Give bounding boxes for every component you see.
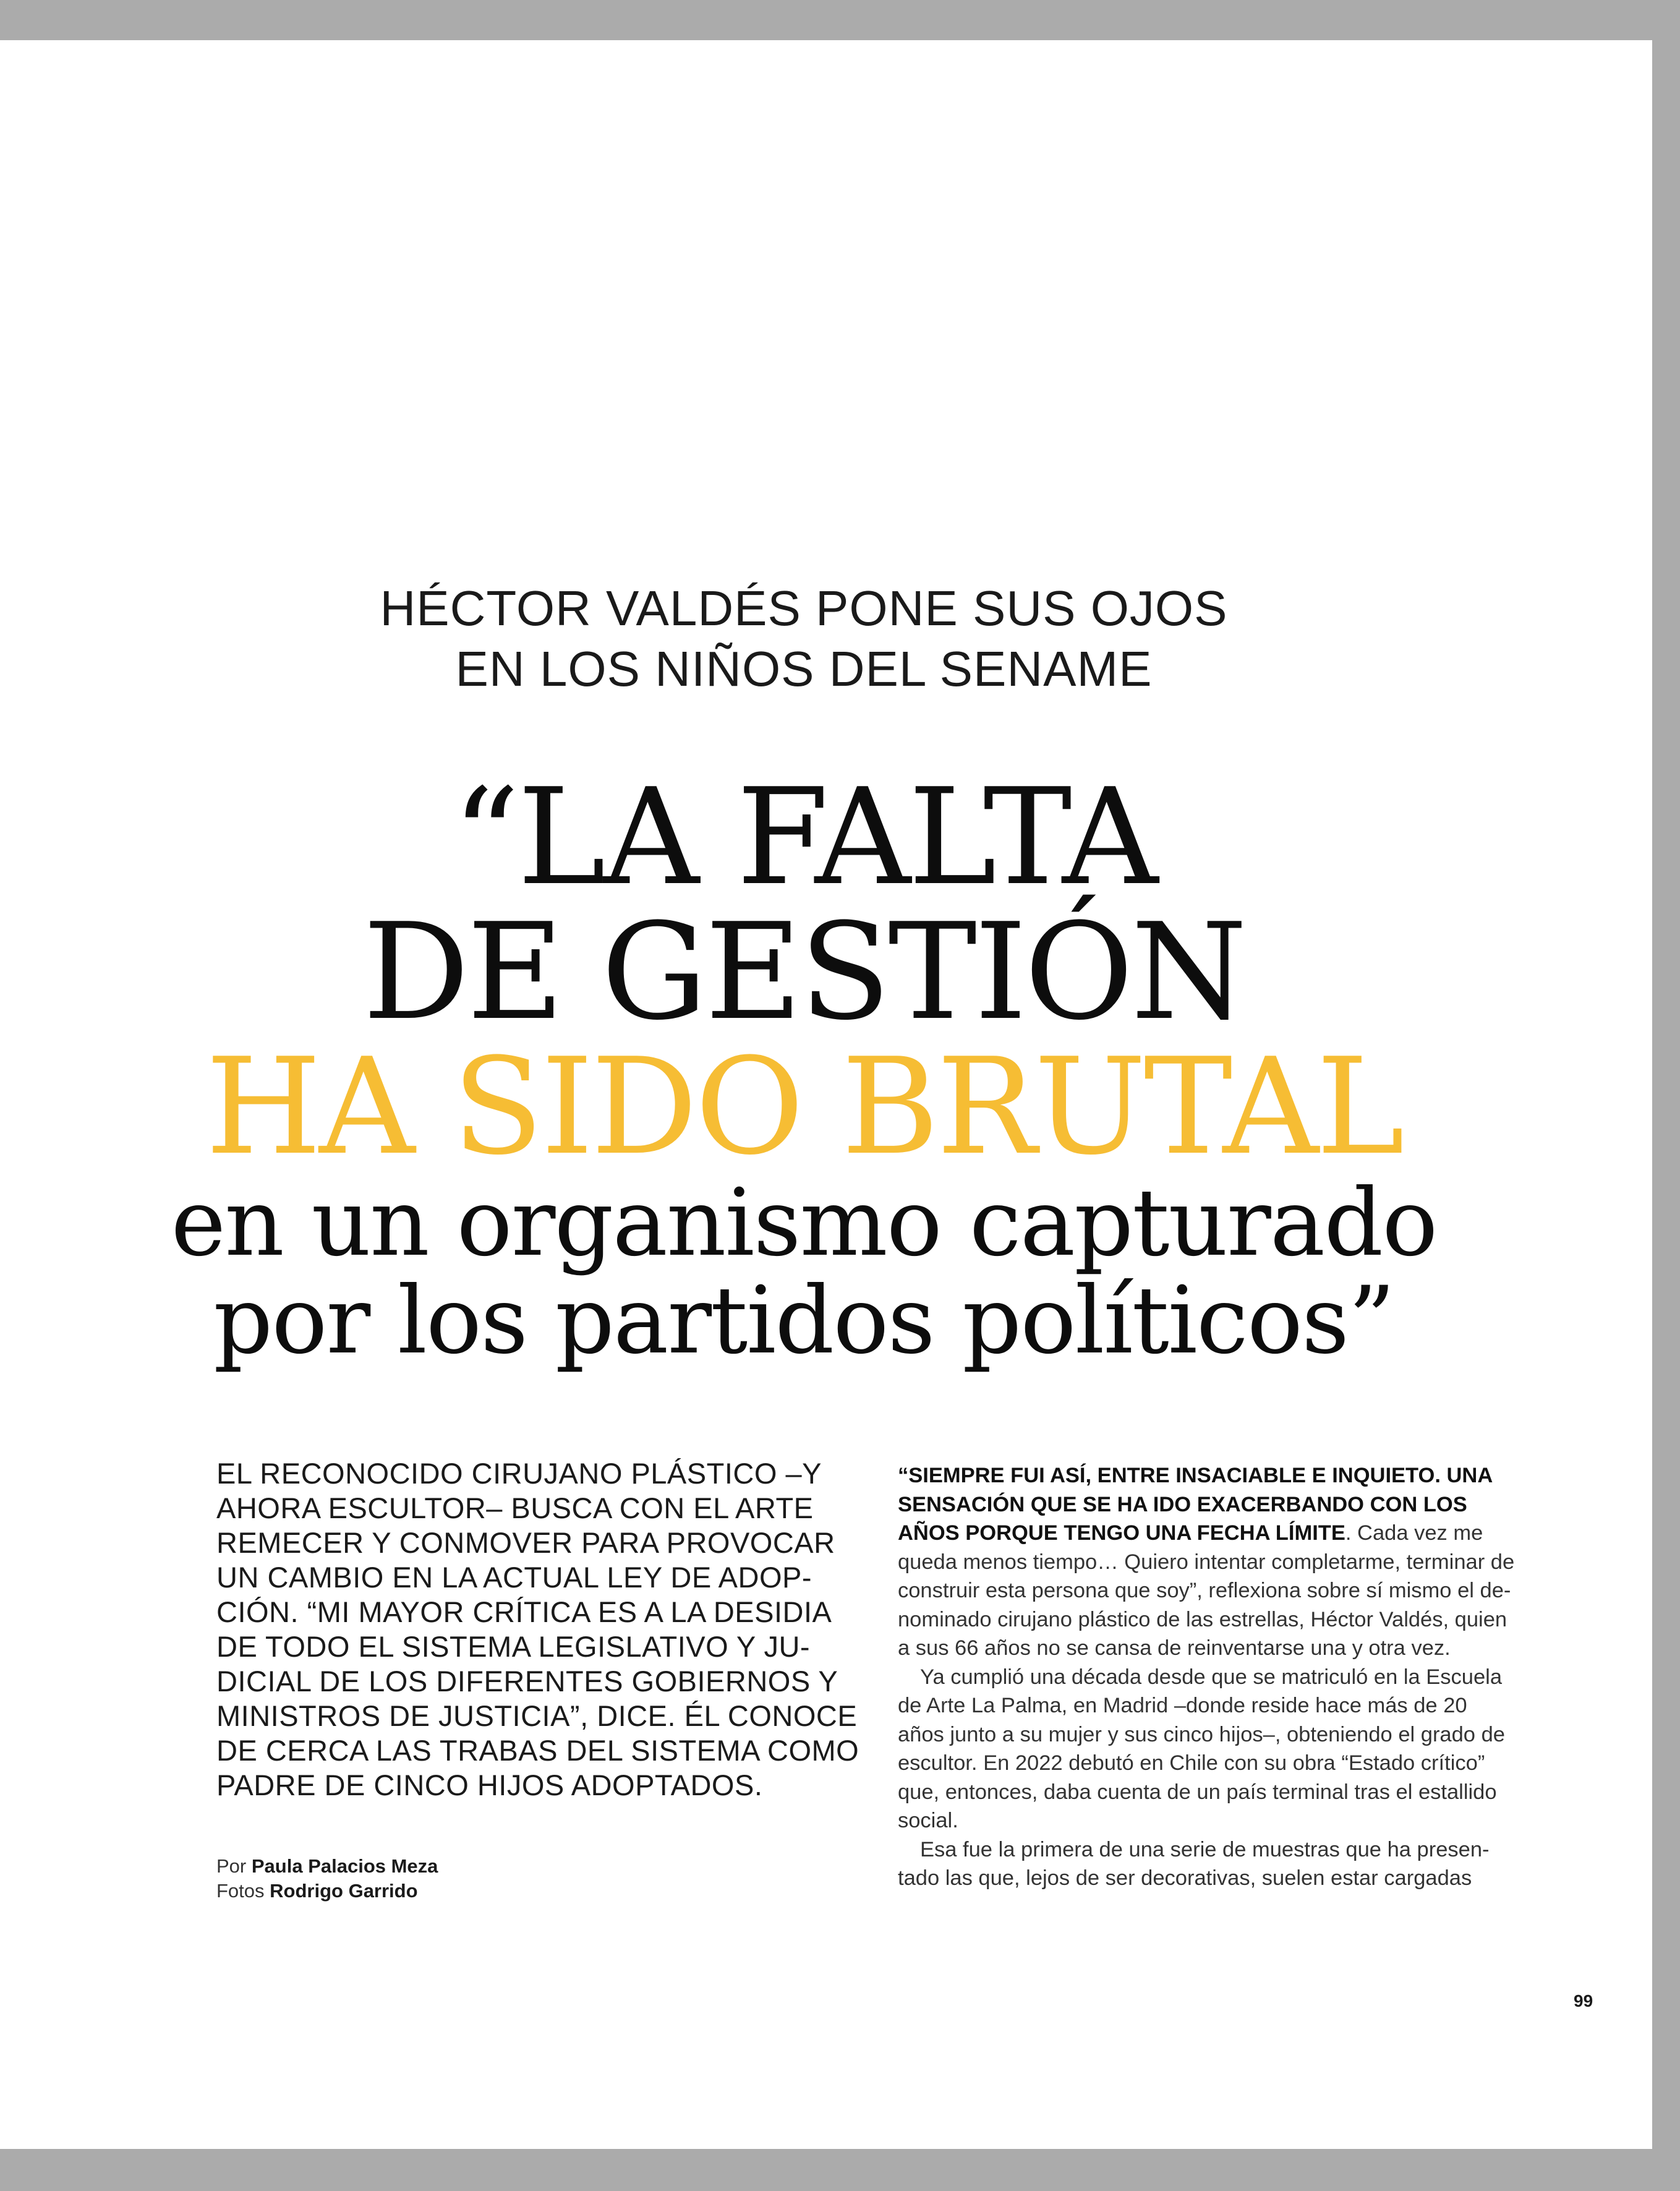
body-line: tado las que, lejos de ser decorativas, suelen estar cargadas: [898, 1866, 1472, 1890]
body-line: queda menos tiempo… Quiero intentar completarme, terminar de: [898, 1550, 1515, 1574]
body-line: Ya cumplió una década desde que se matriculó en la Escuela: [920, 1665, 1503, 1689]
body-line: a sus 66 años no se cansa de reinventarse una y otra vez.: [898, 1636, 1451, 1660]
headline-line: DE GESTIÓN: [362, 894, 1245, 1049]
deck-line: CIÓN. “MI MAYOR CRÍTICA ES A LA DESIDIA: [216, 1595, 832, 1628]
deck-line: DE TODO EL SISTEMA LEGISLATIVO Y JU-: [216, 1630, 811, 1663]
body-line: Esa fue la primera de una serie de muestras que ha presen-: [920, 1837, 1490, 1861]
lead-rest: . Cada vez me: [1345, 1521, 1483, 1545]
author-prefix: Por: [216, 1855, 247, 1877]
body-line: de Arte La Palma, en Madrid –donde reside hace más de 20: [898, 1694, 1467, 1717]
body-line: construir esta persona que soy”, reflexiona sobre sí mismo el de-: [898, 1579, 1511, 1602]
photos-prefix: Fotos: [216, 1880, 265, 1902]
kicker-line: EN LOS NIÑOS DEL SENAME: [455, 641, 1153, 696]
headline-line: por los partidos políticos”: [213, 1267, 1394, 1375]
deck-line: MINISTROS DE JUSTICIA”, DICE. ÉL CONOCE: [216, 1699, 858, 1732]
body-line: escultor. En 2022 debutó en Chile con su obra “Estado crítico”: [898, 1751, 1485, 1775]
lead-line: [898, 1519, 1516, 1548]
headline-line: en un organismo capturado: [171, 1169, 1437, 1277]
body-line: que, entonces, daba cuenta de un país terminal tras el estallido: [898, 1780, 1497, 1804]
lead-line: SENSACIÓN QUE SE HA IDO EXACERBANDO CON LOS: [898, 1492, 1467, 1516]
magazine-page: [0, 40, 1652, 2149]
deck-line: EL RECONOCIDO CIRUJANO PLÁSTICO –Y: [216, 1457, 822, 1490]
credits: [216, 1854, 438, 1903]
headline-highlight: HA SIDO BRUTAL: [205, 1029, 1402, 1184]
body-line: social.: [898, 1809, 958, 1832]
headline-line: “LA FALTA: [451, 759, 1156, 915]
kicker-line: HÉCTOR VALDÉS PONE SUS OJOS: [380, 581, 1228, 636]
deck: [216, 1456, 859, 1803]
kicker: [0, 578, 1608, 699]
photo-credit: [216, 1879, 438, 1903]
deck-line: DE CERCA LAS TRABAS DEL SISTEMA COMO: [216, 1734, 859, 1767]
author-credit: [216, 1854, 438, 1879]
deck-line: REMECER Y CONMOVER PARA PROVOCAR: [216, 1526, 835, 1559]
body-line: años junto a su mujer y sus cinco hijos–, obteniendo el grado de: [898, 1722, 1505, 1746]
lead-line: “SIEMPRE FUI ASÍ, ENTRE INSACIABLE E INQUIETO. UNA: [898, 1464, 1493, 1487]
body-line: nominado cirujano plástico de las estrellas, Héctor Valdés, quien: [898, 1607, 1507, 1631]
body-column: [898, 1461, 1516, 1893]
deck-line: AHORA ESCULTOR– BUSCA CON EL ARTE: [216, 1492, 814, 1524]
author-name: Paula Palacios Meza: [251, 1855, 438, 1877]
headline: [0, 759, 1608, 1375]
page-number: 99: [1574, 1991, 1593, 2010]
deck-line: DICIAL DE LOS DIFERENTES GOBIERNOS Y: [216, 1665, 838, 1698]
deck-line: PADRE DE CINCO HIJOS ADOPTADOS.: [216, 1769, 763, 1801]
photographer-name: Rodrigo Garrido: [270, 1880, 418, 1902]
deck-line: UN CAMBIO EN LA ACTUAL LEY DE ADOP-: [216, 1561, 812, 1594]
lead-bold: AÑOS PORQUE TENGO UNA FECHA LÍMITE: [898, 1521, 1345, 1545]
